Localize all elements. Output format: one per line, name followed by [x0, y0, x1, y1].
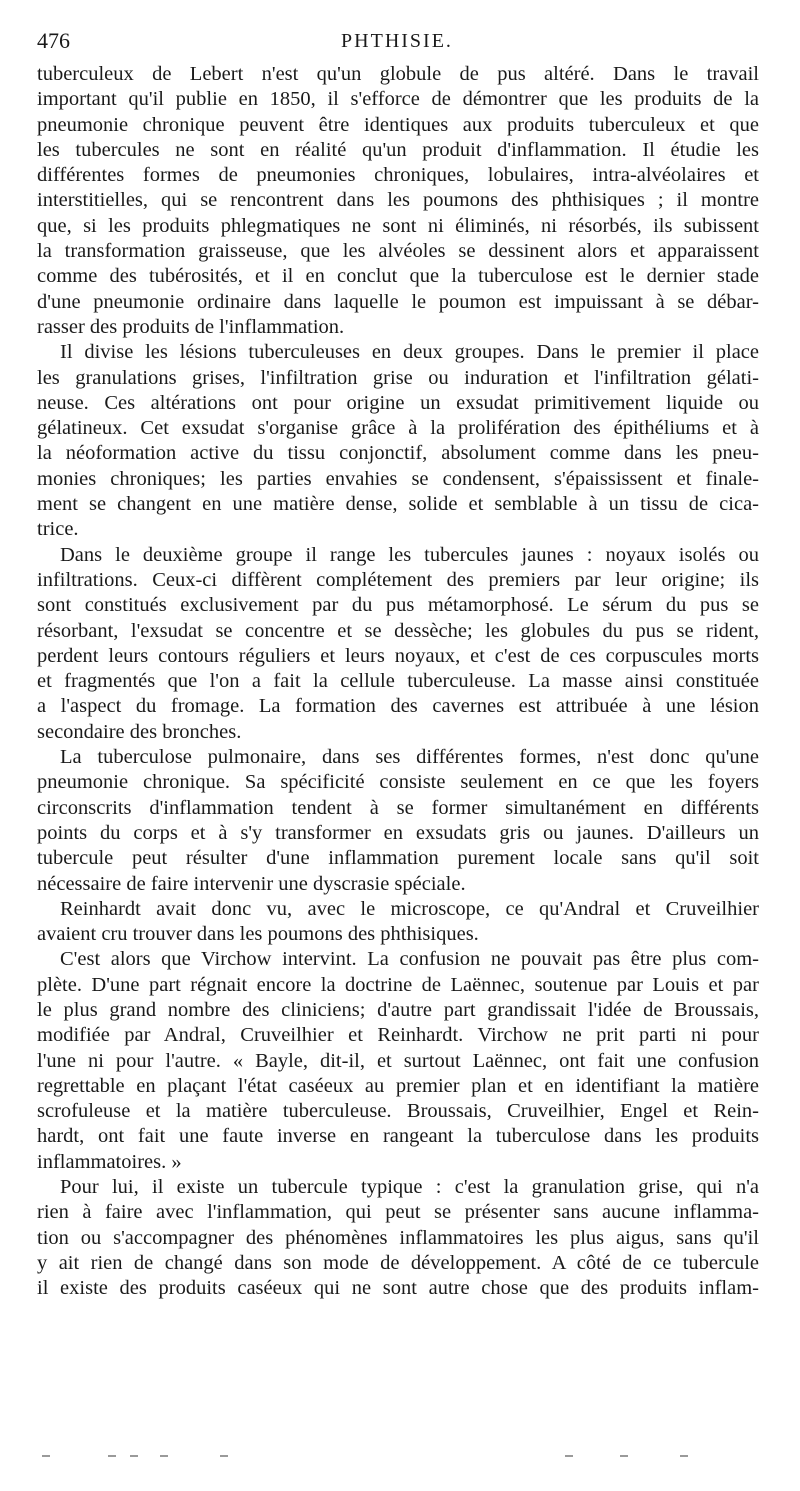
print-mark [680, 1455, 688, 1457]
text-line: tion ou s'accompagner des phénomènes inflammatoires les plus aigus, sans qu'il [37, 1226, 759, 1249]
text-line: comme des tubérosités, et il en conclut que la tuberculose est le dernier stade [37, 265, 759, 288]
print-mark [160, 1455, 168, 1457]
text-line: a l'aspect du fromage. La formation des cavernes est attribuée à une lésion [37, 695, 759, 718]
text-line: il existe des produits caséeux qui ne sont autre chose que des produits inflam- [37, 1277, 759, 1300]
text-line: sont constitués exclusivement par du pus métamorphosé. Le sérum du pus se [37, 594, 759, 617]
paragraph [37, 543, 759, 745]
text-line: y ait rien de changé dans son mode de développement. A côté de ce tubercule [37, 1251, 759, 1274]
text-line: nécessaire de faire intervenir une dyscrasie spéciale. [37, 872, 466, 895]
text-line: infiltrations. Ceux-ci diffèrent complétement des premiers par leur origine; ils [37, 568, 759, 591]
text-line: rasser des produits de l'inflammation. [37, 315, 345, 338]
text-line: gélatineux. Cet exsudat s'organise grâce à la prolifération des épithéliums et à [37, 417, 759, 440]
text-line: interstitielles, qui se rencontrent dans les poumons des phthisiques ; il montre [37, 189, 759, 212]
text-line: Il divise les lésions tuberculeuses en deux groupes. Dans le premier il place [60, 341, 759, 364]
print-mark [565, 1455, 573, 1457]
print-mark [130, 1455, 138, 1457]
text-line: C'est alors que Virchow intervint. La confusion ne pouvait pas être plus com- [60, 948, 759, 971]
text-line: ment se changent en une matière dense, solide et semblable à un tissu de cica- [37, 493, 759, 516]
text-line: Reinhardt avait donc vu, avec le microscope, ce qu'Andral et Cruveilhier [60, 897, 759, 920]
text-line: scrofuleuse et la matière tuberculeuse. Broussais, Cruveilhier, Engel et Rein- [37, 1100, 759, 1123]
print-mark [620, 1455, 628, 1457]
text-line: pneumonie chronique. Sa spécificité consiste seulement en ce que les foyers [37, 771, 759, 794]
text-line: Pour lui, il existe un tubercule typique : c'est la granulation grise, qui n'a [60, 1176, 759, 1199]
text-line: l'une ni pour l'autre. « Bayle, dit-il, et surtout Laënnec, ont fait une confusion [37, 1049, 759, 1072]
text-line: secondaire des bronches. [37, 720, 242, 743]
text-line: tuberculeux de Lebert n'est qu'un globule de pus altéré. Dans le travail [37, 63, 759, 85]
text-line: avaient cru trouver dans les poumons des phthisiques. [37, 923, 479, 946]
text-line: d'une pneumonie ordinaire dans laquelle le poumon est impuissant à se débar- [37, 290, 759, 313]
text-line: que, si les produits phlegmatiques ne sont ni éliminés, ni résorbés, ils subissent [37, 214, 759, 237]
text-line: les tubercules ne sont en réalité qu'un produit d'inflammation. Il étudie les [37, 138, 759, 161]
text-line: regrettable en plaçant l'état caséeux au premier plan et en identifiant la matière [37, 1074, 759, 1097]
running-title: PHTHISIE. [341, 30, 453, 52]
paragraph [37, 340, 759, 542]
text-line: hardt, ont fait une faute inverse en rangeant la tuberculose dans les produits [37, 1125, 759, 1148]
text-line: monies chroniques; les parties envahies se condensent, s'épaississent et finale- [37, 467, 759, 490]
text-line: et fragmentés que l'on a fait la cellule tuberculeuse. La masse ainsi constituée [37, 670, 759, 693]
text-line: trice. [37, 518, 79, 541]
running-head [37, 26, 757, 56]
text-line: plète. D'une part régnait encore la doctrine de Laënnec, soutenue par Louis et par [37, 973, 759, 996]
text-line: circonscrits d'inflammation tendent à se former simultanément en différents [37, 796, 759, 819]
paragraph [37, 897, 759, 948]
text-line: rien à faire avec l'inflammation, qui peut se présenter sans aucune inflamma- [37, 1201, 759, 1224]
text-line: perdent leurs contours réguliers et leurs noyaux, et c'est de ces corpuscules morts [37, 644, 759, 667]
text-line: Dans le deuxième groupe il range les tubercules jaunes : noyaux isolés ou [60, 543, 759, 566]
text-line: inflammatoires. » [37, 1150, 182, 1173]
text-line: les granulations grises, l'infiltration grise ou induration et l'infiltration gélati- [37, 366, 759, 389]
text-line: différentes formes de pneumonies chroniques, lobulaires, intra-alvéolaires et [37, 164, 759, 187]
text-line: points du corps et à s'y transformer en exsudats gris ou jaunes. D'ailleurs un [37, 821, 759, 844]
text-line: neuse. Ces altérations ont pour origine un exsudat primitivement liquide ou [37, 391, 759, 414]
paragraph [37, 1175, 759, 1301]
paragraph [37, 62, 759, 340]
text-line: pneumonie chronique peuvent être identiques aux produits tuberculeux et que [37, 113, 759, 136]
text-line: résorbant, l'exsudat se concentre et se dessèche; les globules du pus se rident, [37, 619, 759, 642]
text-line: la néoformation active du tissu conjonctif, absolument comme dans les pneu- [37, 442, 759, 465]
page-number: 476 [37, 28, 70, 53]
print-mark [220, 1455, 228, 1457]
text-line: important qu'il publie en 1850, il s'efforce de démontrer que les produits de la [37, 88, 759, 111]
text-line: tubercule peut résulter d'une inflammation purement locale sans qu'il soit [37, 847, 759, 870]
text-line: le plus grand nombre des cliniciens; d'autre part grandissait l'idée de Broussais, [37, 998, 759, 1021]
text-line: la transformation graisseuse, que les alvéoles se dessinent alors et apparaissent [37, 240, 759, 263]
paragraph [37, 947, 759, 1175]
print-mark [108, 1455, 116, 1457]
body-text [37, 62, 759, 1302]
paragraph [37, 745, 759, 897]
text-line: La tuberculose pulmonaire, dans ses différentes formes, n'est donc qu'une [60, 746, 759, 769]
text-line: modifiée par Andral, Cruveilhier et Reinhardt. Virchow ne prit parti ni pour [37, 1024, 759, 1047]
print-mark [42, 1455, 50, 1457]
